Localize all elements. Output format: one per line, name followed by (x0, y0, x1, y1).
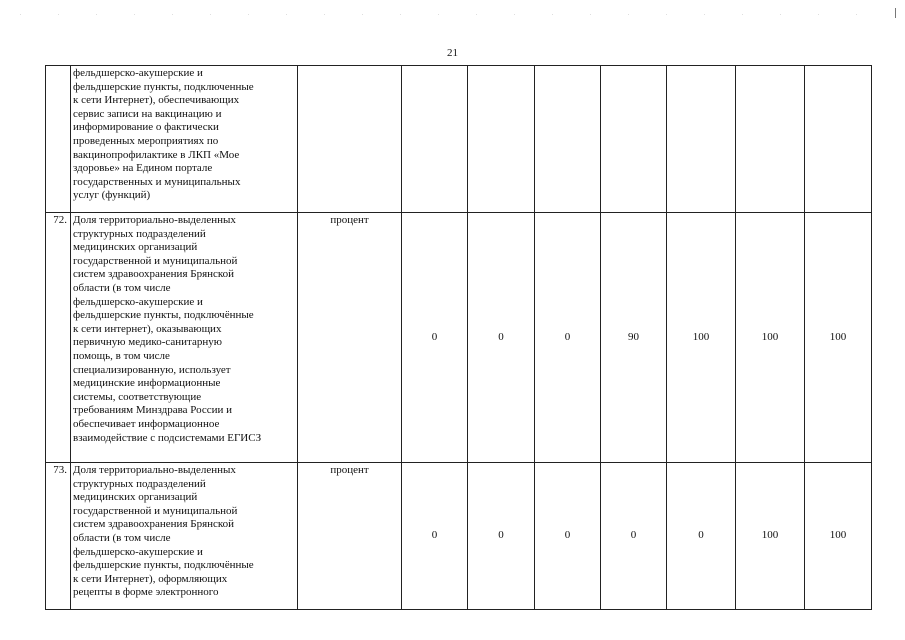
unit-cell: процент (298, 463, 402, 610)
value-cell: 0 (468, 463, 535, 610)
value-cell (736, 66, 805, 213)
table-row (46, 66, 872, 213)
value-cell (667, 66, 736, 213)
unit-cell (298, 66, 402, 213)
value-cell: 0 (667, 463, 736, 610)
indicator-name: Доля территориально-выделенных структурных подразделений медицинских организаций государственной и муниципальной систем здравоохранения Брянской области (в том числе фельдшерско-акушерские и фельдшерские пункты, подключённые к сети интернет), оказывающих первичную медико-санитарную помощь, в том числе специализированную, использует медицинские информационные системы, соответствующие требованиям Минздрава России и обеспечивает информационное взаимодействие с подсистемами ЕГИСЗ (71, 213, 298, 463)
indicator-table (45, 65, 872, 610)
value-cell: 0 (402, 213, 468, 463)
indicator-name: Доля территориально-выделенных структурных подразделений медицинских организаций государственной и муниципальной систем здравоохранения Брянской области (в том числе фельдшерско-акушерские и фельдшерские пункты, подключённые к сети Интернет), оформляющих рецепты в форме электронного (71, 463, 298, 610)
value-cell: 0 (402, 463, 468, 610)
value-cell: 90 (601, 213, 667, 463)
scan-artifact-edge (895, 8, 896, 18)
value-cell (535, 66, 601, 213)
value-cell (601, 66, 667, 213)
value-cell: 100 (736, 213, 805, 463)
value-cell: 100 (736, 463, 805, 610)
page-number: 21 (447, 47, 458, 59)
scan-artifact-dots (20, 14, 880, 15)
value-cell: 0 (535, 213, 601, 463)
table-row (46, 213, 872, 463)
value-cell: 100 (805, 463, 872, 610)
value-cell: 0 (535, 463, 601, 610)
value-cell: 0 (468, 213, 535, 463)
unit-cell: процент (298, 213, 402, 463)
value-cell (468, 66, 535, 213)
value-cell (402, 66, 468, 213)
row-number: 73. (46, 463, 71, 610)
value-cell: 100 (805, 213, 872, 463)
value-cell: 0 (601, 463, 667, 610)
value-cell (805, 66, 872, 213)
row-number: 72. (46, 213, 71, 463)
row-number (46, 66, 71, 213)
value-cell: 100 (667, 213, 736, 463)
indicator-name: фельдшерско-акушерские и фельдшерские пункты, подключенные к сети Интернет), обеспечивающих сервис записи на вакцинацию и информирование о фактически проведенных мероприятиях по вакцинопрофилактике в ЛКП «Мое здоровье» на Едином портале государственных и муниципальных услуг (функций) (71, 66, 298, 213)
table-row (46, 463, 872, 610)
